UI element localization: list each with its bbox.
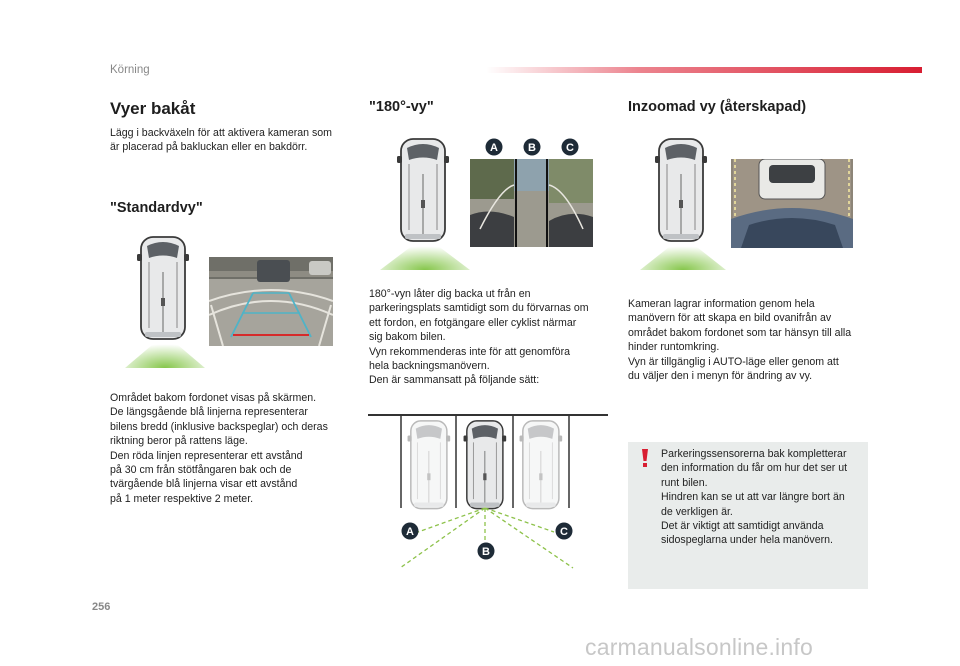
parked-van-left-icon — [408, 421, 451, 509]
van-top-view-icon — [655, 139, 707, 241]
wide-van-diagram — [380, 138, 470, 273]
svg-text:B: B — [528, 142, 536, 154]
parking-diagram — [368, 410, 610, 582]
svg-text:C: C — [560, 526, 568, 538]
exclamation-icon — [640, 448, 650, 468]
svg-text:A: A — [490, 142, 498, 154]
note-text: Parkeringssensorerna bak kompletterar den information du får om hur det ser ut runt bilen. Hindren kan se ut att var längre bort än de verkligen är. Det är viktigt att samtidigt använda sidospeglarna under hela manövern. — [661, 448, 848, 547]
svg-text:C: C — [566, 142, 574, 154]
zoom-camera-image — [731, 159, 853, 248]
section-label: Körning — [110, 64, 150, 76]
wide-view-text: 180°-vyn låter dig backa ut från en parkeringsplats samtidigt som du förvarnas om ett fordon, en fotgängare eller cyklist närmar sig bakom bilen. Vyn rekommenderas inte för att genomföra hela backningsmanövern. Den är sammansatt på följande sätt: — [369, 288, 589, 387]
page-number: 256 — [92, 601, 111, 613]
wide-view-title: "180°-vy" — [369, 99, 434, 115]
standard-camera-image — [209, 257, 333, 346]
own-van-icon — [464, 421, 507, 509]
zoom-van-diagram — [638, 138, 728, 273]
zoom-view-title: Inzoomad vy (återskapad) — [628, 99, 807, 115]
standard-view-title: "Standardvy" — [110, 200, 203, 216]
wide-camera-image — [470, 159, 593, 247]
parked-van-right-icon — [520, 421, 563, 509]
zoom-view-text: Kameran lagrar information genom hela manövern för att skapa en bild ovanifrån av området bakom fordonet som tar hänsyn till alla hinder runtomkring. Vyn är tillgänglig i AUTO-läge eller genom att du väljer den i menyn för ändring av vy. — [628, 298, 852, 383]
standard-view-text: Området bakom fordonet visas på skärmen. De längsgående blå linjerna representerar bilens bredd (inklusive backspeglar) och deras riktning beror på rattens läge. Den röda linjen representerar ett avstånd på 30 cm från stötfångaren bak och de tvärgående blå linjerna visar ett avstånd på 1 meter respektive 2 meter. — [110, 392, 328, 505]
section-title: Vyer bakåt — [110, 99, 196, 118]
van-top-view-icon — [397, 139, 449, 241]
header-accent-bar — [486, 67, 922, 73]
intro-text: Lägg i backväxeln för att aktivera kameran som är placerad på bakluckan eller en bakdörr. — [110, 127, 332, 154]
van-top-view-icon — [137, 237, 189, 339]
view-badges-top — [484, 137, 580, 157]
standard-van-diagram — [120, 236, 210, 371]
svg-text:B: B — [482, 546, 490, 558]
svg-text:A: A — [406, 526, 414, 538]
watermark: carmanualsonline.info — [585, 634, 813, 660]
